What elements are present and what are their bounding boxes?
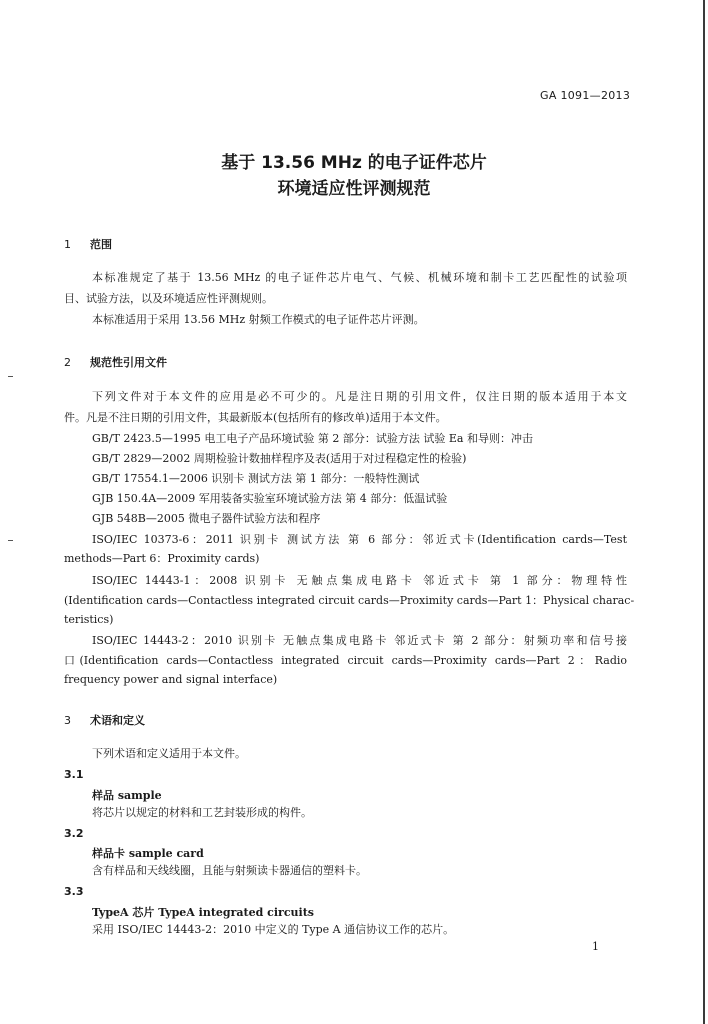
term-name: 样品 sample <box>92 789 162 802</box>
section-heading-scope <box>64 236 112 252</box>
reference-item: GB/T 17554.1—2006 识别卡 测试方法 第 1 部分：一般特性测试 <box>92 472 420 485</box>
reference-item: ISO/IEC 10373-6：2011 识别卡 测试方法 第 6 部分：邻近式卡(Identification cards—Test <box>92 533 627 546</box>
scan-mark <box>8 540 13 541</box>
term-definition: 将芯片以规定的材料和工艺封装形成的构件。 <box>92 806 312 819</box>
term-definition: 含有样品和天线线圈，且能与射频读卡器通信的塑料卡。 <box>92 864 367 877</box>
term-number: 3.3 <box>64 885 84 898</box>
section-heading-normative-references <box>64 354 167 370</box>
section-number: 1 <box>64 238 71 251</box>
section-number: 3 <box>64 714 71 727</box>
reference-item: GJB 548B—2005 微电子器件试验方法和程序 <box>92 512 321 525</box>
section-number: 2 <box>64 356 71 369</box>
term-name: TypeA 芯片 TypeA integrated circuits <box>92 906 314 919</box>
reference-item-continued: teristics) <box>64 613 114 626</box>
term-definition: 采用 ISO/IEC 14443-2：2010 中定义的 Type A 通信协议工作的芯片。 <box>92 923 455 936</box>
section-heading-terms <box>64 712 145 728</box>
scan-mark <box>8 376 13 377</box>
reference-item: ISO/IEC 14443-2：2010 识别卡 无触点集成电路卡 邻近式卡 第 2 部分：射频功率和信号接 <box>92 634 627 647</box>
reference-item: ISO/IEC 14443-1：2008 识别卡 无触点集成电路卡 邻近式卡 第 1 部分：物理特性 <box>92 574 627 587</box>
reference-item: GJB 150.4A—2009 军用装备实验室环境试验方法 第 4 部分：低温试验 <box>92 492 448 505</box>
document-title-line1: 基于 13.56 MHz 的电子证件芯片 <box>221 153 487 173</box>
reference-item-continued: frequency power and signal interface) <box>64 673 278 686</box>
reference-item: GB/T 2423.5—1995 电工电子产品环境试验 第 2 部分：试验方法 试验 Ea 和导则：冲击 <box>92 432 533 445</box>
paragraph-line: 本标准规定了基于 13.56 MHz 的电子证件芯片电气、气候、机械环境和制卡工艺匹配性的试验项 <box>92 271 627 284</box>
paragraph-line: 下列文件对于本文件的应用是必不可少的。凡是注日期的引用文件，仅注日期的版本适用于本文 <box>92 390 627 403</box>
paragraph-line: 目、试验方法，以及环境适应性评测规则。 <box>64 292 273 305</box>
section-title: 范围 <box>90 238 112 251</box>
paragraph-line: 下列术语和定义适用于本文件。 <box>92 747 246 760</box>
term-number: 3.1 <box>64 768 84 781</box>
paragraph-line: 件。凡是不注日期的引用文件，其最新版本(包括所有的修改单)适用于本文件。 <box>64 411 447 424</box>
standard-number: GA 1091—2013 <box>540 89 631 102</box>
paragraph-line: 本标准适用于采用 13.56 MHz 射频工作模式的电子证件芯片评测。 <box>92 313 425 326</box>
section-title: 规范性引用文件 <box>90 356 167 369</box>
reference-item-continued: (Identification cards—Contactless integrated circuit cards—Proximity cards—Part 1：Physical charac- <box>64 594 635 607</box>
term-number: 3.2 <box>64 827 84 840</box>
reference-item-continued: 口(Identification cards—Contactless integrated circuit cards—Proximity cards—Part 2：Radio <box>64 654 627 667</box>
term-name: 样品卡 sample card <box>92 847 204 860</box>
reference-item-continued: methods—Part 6：Proximity cards) <box>64 552 260 565</box>
document-title-line2: 环境适应性评测规范 <box>277 179 431 199</box>
section-title: 术语和定义 <box>90 714 145 727</box>
reference-item: GB/T 2829—2002 周期检验计数抽样程序及表(适用于对过程稳定性的检验) <box>92 452 467 465</box>
page-number: 1 <box>592 940 599 953</box>
